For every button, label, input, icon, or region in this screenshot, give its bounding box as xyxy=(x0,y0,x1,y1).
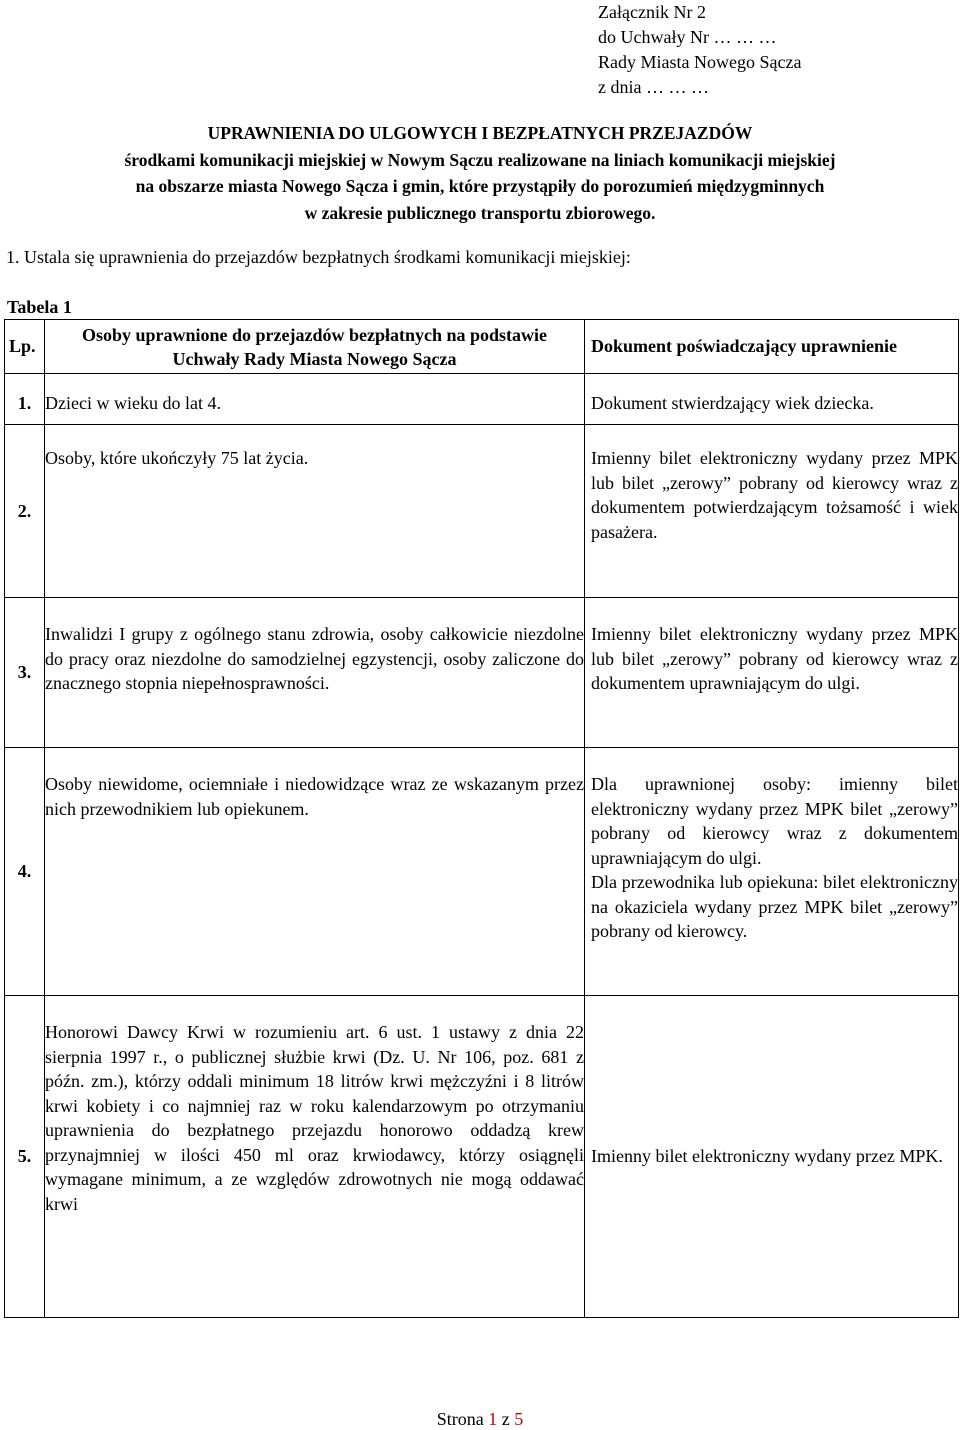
row-4-who: Osoby niewidome, ociemniałe i niedowidzące wraz ze wskazanym przez nich przewodnikiem lub opiekunem. xyxy=(45,748,585,996)
footer-total-pages: 5 xyxy=(514,1409,524,1429)
council-name: Rady Miasta Nowego Sącza xyxy=(598,52,802,72)
row-5-lp: 5. xyxy=(5,996,45,1318)
title-line-3: na obszarze miasta Nowego Sącza i gmin, które przystąpiły do porozumień międzygminnych xyxy=(135,176,825,196)
intro-paragraph: 1. Ustala się uprawnienia do przejazdów bezpłatnych środkami komunikacji miejskiej: xyxy=(6,247,631,267)
attachment-number: Załącznik Nr 2 xyxy=(598,2,706,22)
table-label: Tabela 1 xyxy=(7,297,72,317)
row-4-lp: 4. xyxy=(5,748,45,996)
row-4-doc-guide: Dla przewodnika lub opiekuna: bilet elektroniczny na okaziciela wydany przez MPK bilet „zerowy” pobrany od kierowcy. xyxy=(591,872,958,941)
footer-page-number: 1 xyxy=(488,1409,498,1429)
table-row xyxy=(5,748,959,996)
title-line-2: środkami komunikacji miejskiej w Nowym Sączu realizowane na liniach komunikacji miejskiej xyxy=(124,149,836,170)
row-3-doc: Imienny bilet elektroniczny wydany przez MPK lub bilet „zerowy” pobrany od kierowcy wraz z dokumentem uprawniającym do ulgi. xyxy=(585,598,959,748)
title-line-1: UPRAWNIENIA DO ULGOWYCH I BEZPŁATNYCH PRZEJAZDÓW xyxy=(207,123,753,143)
resolution-date: z dnia … … … xyxy=(598,77,709,97)
resolution-number: do Uchwały Nr … … … xyxy=(598,27,777,47)
attachment-header xyxy=(598,0,801,100)
row-4-doc xyxy=(585,748,959,996)
document-title xyxy=(0,120,960,226)
row-2-lp: 2. xyxy=(5,425,45,598)
table-header-row xyxy=(5,320,959,374)
header-lp: Lp. xyxy=(5,320,45,374)
row-3-lp: 3. xyxy=(5,598,45,748)
row-1-lp: 1. xyxy=(5,374,45,425)
row-4-doc-person: Dla uprawnionej osoby: imienny bilet elektroniczny wydany przez MPK bilet „zerowy” pobrany od kierowcy wraz z dokumentem uprawniającym do ulgi. xyxy=(591,774,958,868)
row-2-doc: Imienny bilet elektroniczny wydany przez MPK lub bilet „zerowy” pobrany od kierowcy wraz z dokumentem potwierdzającym tożsamość i wiek pasażera. xyxy=(585,425,959,598)
row-5-doc: Imienny bilet elektroniczny wydany przez MPK. xyxy=(585,996,959,1318)
page-footer xyxy=(0,1409,960,1430)
row-3-who: Inwalidzi I grupy z ogólnego stanu zdrowia, osoby całkowicie niezdolne do pracy oraz niezdolne do samodzielnej egzystencji, osoby zaliczone do znacznego stopnia niepełnosprawności. xyxy=(45,598,585,748)
table-row xyxy=(5,425,959,598)
title-line-4: w zakresie publicznego transportu zbiorowego. xyxy=(304,202,656,223)
table-row xyxy=(5,996,959,1318)
row-2-who: Osoby, które ukończyły 75 lat życia. xyxy=(45,425,585,598)
row-5-who: Honorowi Dawcy Krwi w rozumieniu art. 6 ust. 1 ustawy z dnia 22 sierpnia 1997 r., o publicznej służbie krwi (Dz. U. Nr 106, poz. 681 z późn. zm.), którzy oddali minimum 18 litrów krwi mężczyźni i 8 litrów krwi kobiety i co najmniej raz w roku kalendarzowym po otrzymaniu uprawnienia do bezpłatnego przejazdu honorowo oddadzą krew przynajmniej w ilości 450 ml oraz krwiodawcy, którzy osiągnęli wymagane minimum, a ze względów zdrowotnych nie mogą oddawać krwi xyxy=(45,996,585,1318)
table-row xyxy=(5,598,959,748)
footer-prefix: Strona xyxy=(436,1409,484,1429)
table-row xyxy=(5,374,959,425)
row-1-who: Dzieci w wieku do lat 4. xyxy=(45,374,585,425)
header-doc: Dokument poświadczający uprawnienie xyxy=(585,320,959,374)
header-who: Osoby uprawnione do przejazdów bezpłatnych na podstawie Uchwały Rady Miasta Nowego Sącza xyxy=(45,320,585,374)
footer-middle: z xyxy=(501,1409,510,1429)
row-1-doc: Dokument stwierdzający wiek dziecka. xyxy=(585,374,959,425)
entitlements-table xyxy=(4,319,959,1318)
